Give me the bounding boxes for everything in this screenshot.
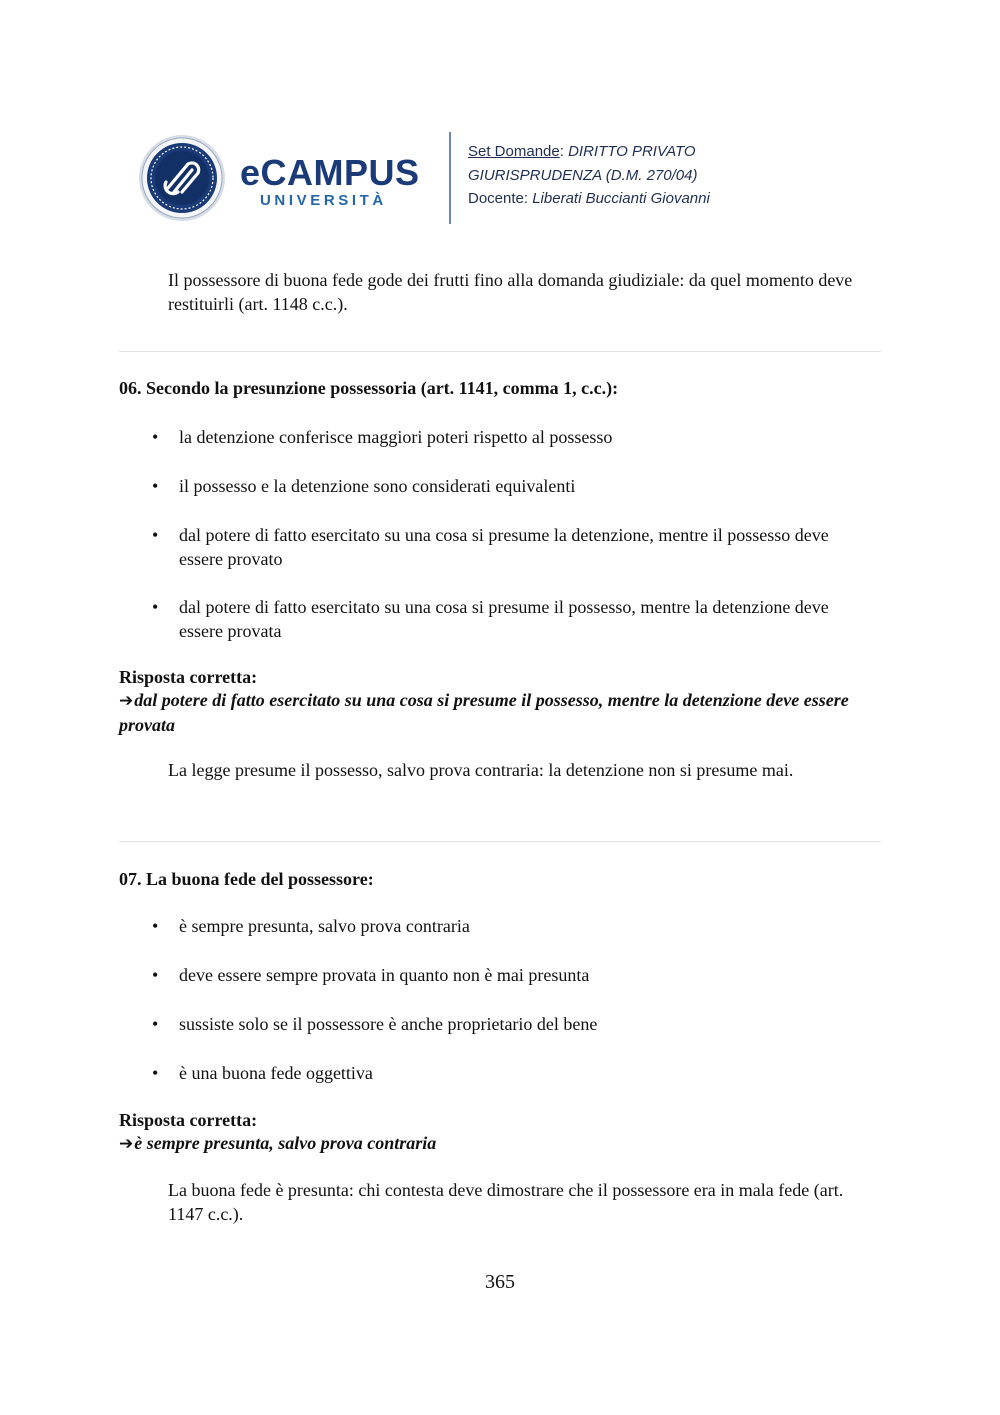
teacher-label: Docente [468,190,524,207]
section-divider [119,351,881,352]
option-text: deve essere sempre provata in quanto non è mai presunta [179,965,590,985]
option-text: la detenzione conferisce maggiori poteri rispetto al possesso [179,427,613,447]
question-06-option-3 [152,524,872,571]
teacher-line: Docente: Liberati Buccianti Giovanni [468,190,710,207]
course-info [468,140,768,211]
arrow-right-icon: ➔ [119,691,134,711]
page-number: 365 [485,1271,515,1293]
option-text: è sempre presunta, salvo prova contraria [179,916,470,936]
set-line: Set Domande: DIRITTO PRIVATO [468,143,696,160]
section-divider [119,841,881,842]
bullet-icon: • [152,427,159,447]
option-text: è una buona fede oggettiva [179,1063,373,1083]
question-06-title: 06. Secondo la presunzione possessoria (art. 1141, comma 1, c.c.): [119,378,619,398]
question-07-correct-answer [119,1132,859,1157]
question-07-title: 07. La buona fede del possessore: [119,869,374,889]
question-07-option-2 [152,964,872,988]
question-06-option-1 [152,426,872,450]
question-07-option-1 [152,915,872,939]
question-06-option-2 [152,475,872,499]
option-text: dal potere di fatto esercitato su una cosa si presume il possesso, mentre la detenzione deve essere provata [179,597,829,641]
question-07-option-3 [152,1013,872,1037]
set-label: Set Domande [468,143,560,160]
question-07-explanation: La buona fede è presunta: chi contesta deve dimostrare che il possessore era in mala fede (art. 1147 c.c.). [168,1180,844,1224]
bullet-icon: • [152,1063,159,1083]
bullet-icon: • [152,1014,159,1034]
question-06-option-4 [152,596,872,643]
arrow-right-icon: ➔ [119,1134,134,1154]
question-06-answer-label: Risposta corretta: [119,667,258,687]
bullet-icon: • [152,916,159,936]
ecampus-wordmark [240,154,440,210]
previous-question-explanation: Il possessore di buona fede gode dei frutti fino alla domanda giudiziale: da quel momento deve restituirli (art. 1148 c.c.). [168,270,853,314]
teacher-value: Liberati Buccianti Giovanni [532,190,710,207]
bullet-icon: • [152,597,159,617]
question-06-correct-answer [119,689,859,737]
answer-text: è sempre presunta, salvo prova contraria [134,1133,437,1153]
course-line: GIURISPRUDENZA (D.M. 270/04) [468,166,698,184]
university-seal-logo [138,134,226,222]
brand-sub-text: UNIVERSITÀ [260,192,387,209]
option-text: sussiste solo se il possessore è anche proprietario del bene [179,1014,598,1034]
bullet-icon: • [152,476,159,496]
header-divider [449,132,451,224]
document-header [138,132,758,224]
answer-text: dal potere di fatto esercitato su una cosa si presume il possesso, mentre la detenzione deve essere provata [119,690,849,735]
question-06-explanation: La legge presume il possesso, salvo prova contraria: la detenzione non si presume mai. [168,760,794,780]
question-07-answer-label: Risposta corretta: [119,1110,258,1130]
option-text: dal potere di fatto esercitato su una cosa si presume la detenzione, mentre il possesso deve essere provato [179,525,829,569]
set-value: DIRITTO PRIVATO [568,143,696,160]
bullet-icon: • [152,965,159,985]
bullet-icon: • [152,525,159,545]
option-text: il possesso e la detenzione sono considerati equivalenti [179,476,576,496]
brand-main-text: eCAMPUS [240,152,420,193]
question-07-option-4 [152,1062,872,1086]
